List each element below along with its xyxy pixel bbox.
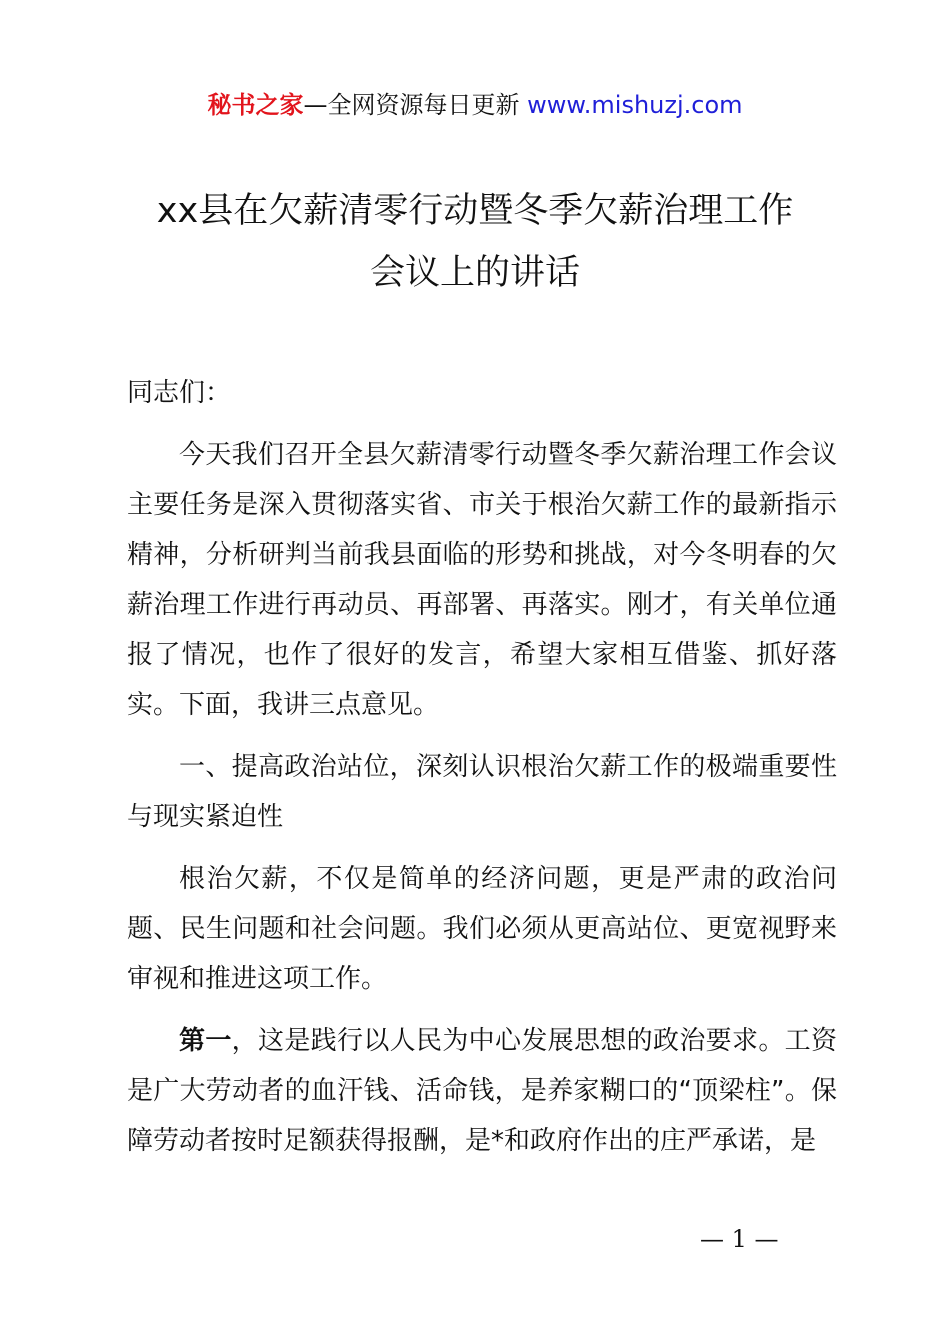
document-body bbox=[127, 368, 837, 1178]
page-number: — 1 — bbox=[700, 1225, 779, 1253]
paragraph-3-lead: 第一 bbox=[179, 1026, 232, 1056]
paragraph-3 bbox=[127, 1016, 837, 1166]
document-title bbox=[0, 180, 950, 304]
paragraph-intro: 今天我们召开全县欠薪清零行动暨冬季欠薪治理工作会议主要任务是深入贯彻落实省、市关于根治欠薪工作的最新指示精神，分析研判当前我县面临的形势和挑战，对今冬明春的欠薪治理工作进行再动员、再部署、再落实。刚才，有关单位通报了情况，也作了很好的发言，希望大家相互借鉴、抓好落实。下面，我讲三点意见。 bbox=[127, 440, 837, 720]
title-line-2: 会议上的讲话 bbox=[369, 253, 580, 293]
paragraph-3-text: ，这是践行以人民为中心发展思想的政治要求。工资是广大劳动者的血汗钱、活命钱，是养家糊口的“顶梁柱”。保障劳动者按时足额获得报酬，是*和政府作出的庄严承诺，是 bbox=[127, 1026, 837, 1156]
title-line-1: xx县在欠薪清零行动暨冬季欠薪治理工作 bbox=[156, 191, 794, 231]
salutation: 同志们： bbox=[127, 378, 232, 408]
paragraph-2: 根治欠薪，不仅是简单的经济问题，更是严肃的政治问题、民生问题和社会问题。我们必须从更高站位、更宽视野来审视和推进这项工作。 bbox=[127, 864, 837, 994]
page-header bbox=[0, 86, 950, 124]
site-url-link[interactable]: www.mishuzj.com bbox=[527, 91, 743, 119]
header-tagline: —全网资源每日更新 bbox=[303, 91, 528, 119]
brand-name: 秘书之家 bbox=[207, 91, 304, 119]
section-heading-1: 一、提高政治站位，深刻认识根治欠薪工作的极端重要性与现实紧迫性 bbox=[127, 752, 837, 832]
